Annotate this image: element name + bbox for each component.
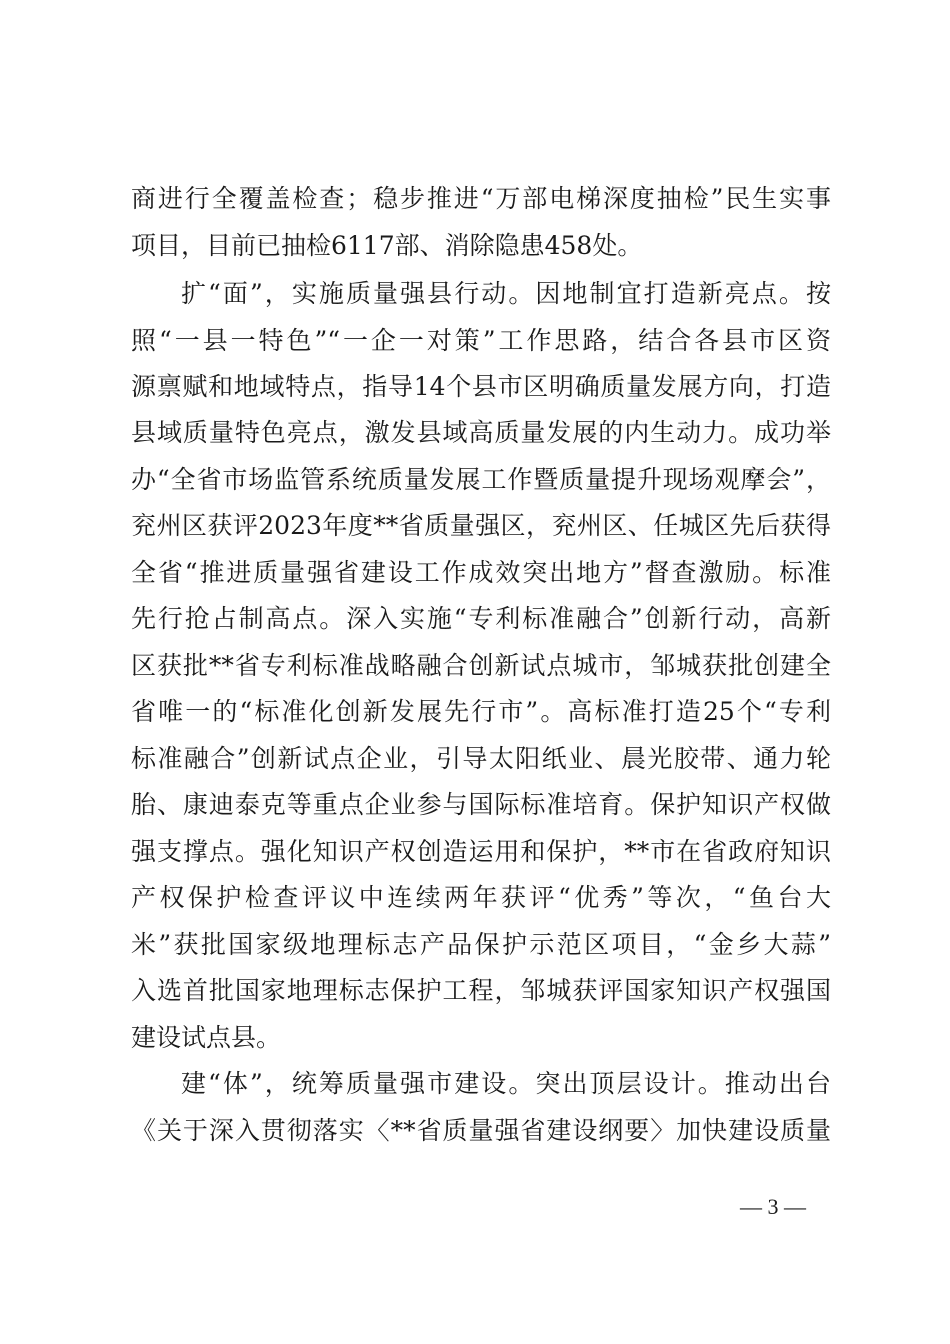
body-line: 县域质量特色亮点，激发县域高质量发展的内生动力。成功举: [131, 418, 831, 447]
body-line: 区获批**省专利标准战略融合创新试点城市，邹城获批创建全: [131, 651, 831, 680]
body-line: 源禀赋和地域特点，指导14个县市区明确质量发展方向，打造: [131, 372, 831, 401]
body-line: 胎、康迪泰克等重点企业参与国际标准培育。保护知识产权做: [131, 790, 831, 819]
body-line: 《关于深入贯彻落实〈**省质量强省建设纲要〉加快建设质量: [131, 1116, 831, 1145]
body-line: 入选首批国家地理标志保护工程，邹城获评国家知识产权强国: [131, 976, 831, 1005]
body-line: 全省“推进质量强省建设工作成效突出地方”督查激励。标准: [131, 558, 831, 587]
body-line: 产权保护检查评议中连续两年获评“优秀”等次，“鱼台大: [131, 883, 831, 912]
body-line: 项目，目前已抽检6117部、消除隐患458处。: [131, 231, 643, 260]
paragraph-first-line: 建“体”，统筹质量强市建设。突出顶层设计。推动出台: [181, 1069, 831, 1098]
body-line: 商进行全覆盖检查；稳步推进“万部电梯深度抽检”民生实事: [131, 184, 831, 213]
body-line: 米”获批国家级地理标志产品保护示范区项目，“金乡大蒜”: [131, 930, 831, 959]
body-line: 照“一县一特色”“一企一对策”工作思路，结合各县市区资: [131, 326, 831, 355]
page-number: — 3 —: [740, 1194, 806, 1219]
body-line: 兖州区获评2023年度**省质量强区，兖州区、任城区先后获得: [131, 511, 831, 540]
body-line: 标准融合”创新试点企业，引导太阳纸业、晨光胶带、通力轮: [131, 744, 831, 773]
paragraph-first-line: 扩“面”，实施质量强县行动。因地制宜打造新亮点。按: [181, 279, 831, 308]
body-line: 办“全省市场监管系统质量发展工作暨质量提升现场观摩会”，: [131, 465, 831, 494]
body-line: 省唯一的“标准化创新发展先行市”。高标准打造25个“专利: [131, 697, 831, 726]
body-line: 强支撑点。强化知识产权创造运用和保护，**市在省政府知识: [131, 837, 831, 866]
body-line: 建设试点县。: [131, 1023, 282, 1052]
body-line: 先行抢占制高点。深入实施“专利标准融合”创新行动，高新: [131, 604, 831, 633]
